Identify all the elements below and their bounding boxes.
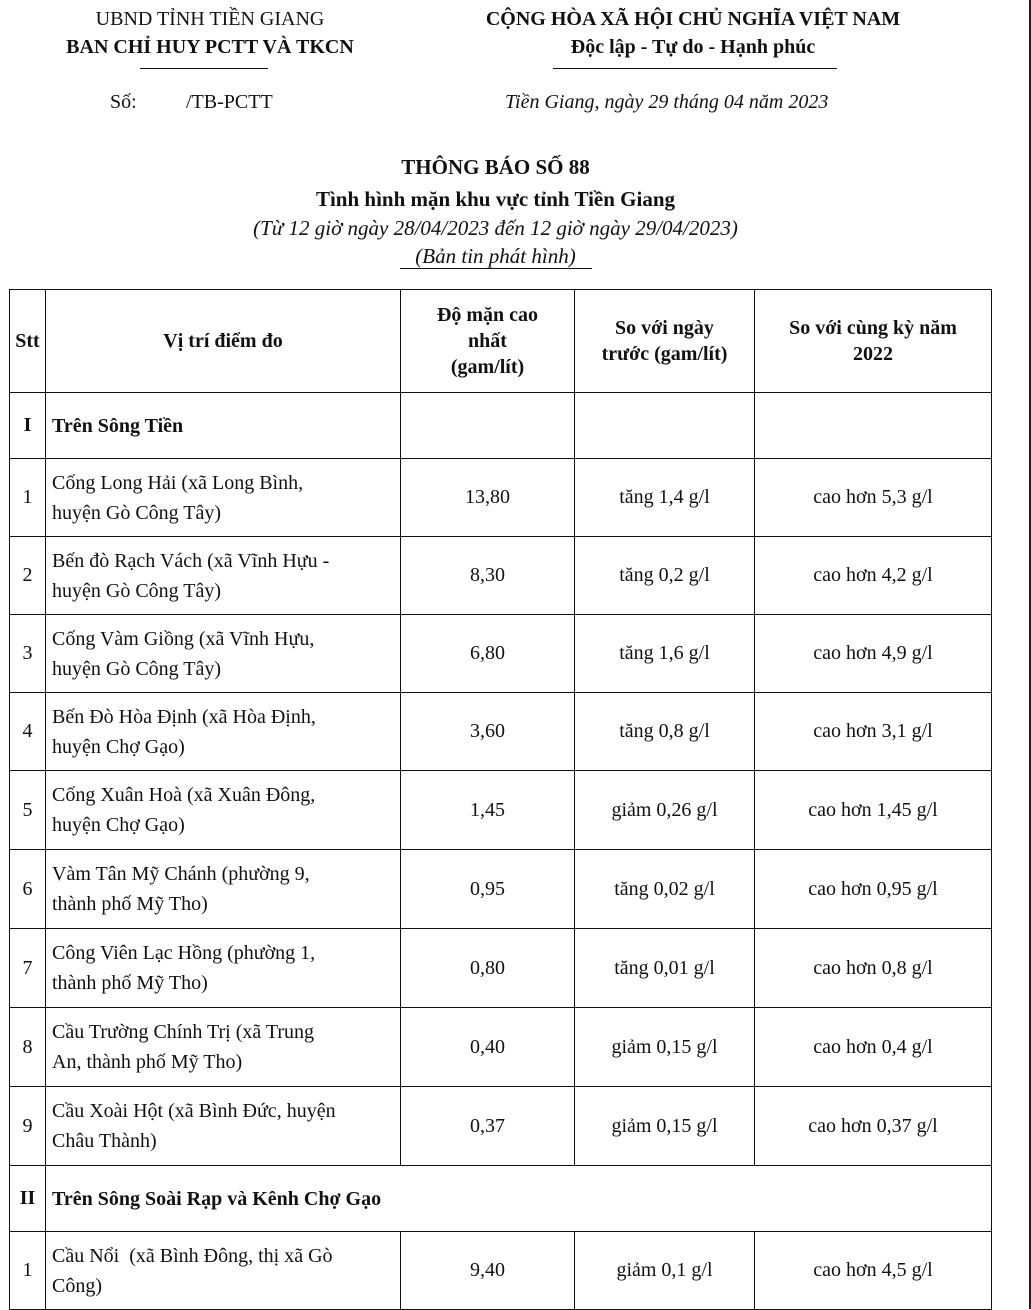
row-salinity: 0,37 <box>401 1087 575 1166</box>
row-same-period: cao hơn 5,3 g/l <box>755 459 992 537</box>
empty-cell <box>401 393 575 459</box>
notice-note: (Bản tin phát hình) <box>415 244 576 268</box>
empty-cell <box>575 393 755 459</box>
row-location <box>46 615 401 693</box>
row-same-period: cao hơn 3,1 g/l <box>755 693 992 771</box>
left-header-rule <box>140 68 268 69</box>
header-salinity-line2: nhất <box>468 330 507 352</box>
row-salinity: 0,95 <box>401 850 575 929</box>
header-salinity <box>401 290 575 393</box>
row-salinity: 3,60 <box>401 693 575 771</box>
row-stt: 2 <box>10 537 46 615</box>
location-line2: huyện Gò Công Tây) <box>52 579 222 602</box>
table-row <box>10 850 992 929</box>
row-prev-day: tăng 1,6 g/l <box>575 615 755 693</box>
location-line1: Bến đò Rạch Vách (xã Vĩnh Hựu - <box>52 549 330 572</box>
row-same-period: cao hơn 0,37 g/l <box>755 1087 992 1166</box>
agency-name: UBND TỈNH TIỀN GIANG <box>95 8 325 30</box>
header-same-period <box>755 290 992 393</box>
header-location: Vị trí điểm đo <box>46 290 401 393</box>
location-line1: Bến Đò Hòa Định (xã Hòa Định, <box>52 705 316 728</box>
row-stt: 1 <box>10 1232 46 1310</box>
section-index: II <box>10 1166 46 1232</box>
table-row <box>10 693 992 771</box>
header-same-period-line2: 2022 <box>853 343 893 365</box>
row-stt: 4 <box>10 693 46 771</box>
row-salinity: 13,80 <box>401 459 575 537</box>
right-header-rule <box>553 68 837 69</box>
row-location <box>46 537 401 615</box>
notice-title: THÔNG BÁO SỐ 88 <box>401 155 590 179</box>
location-line2: huyện Chợ Gạo) <box>52 814 185 836</box>
location-line1: Cầu Trường Chính Trị (xã Trung <box>52 1021 315 1043</box>
row-prev-day: giảm 0,1 g/l <box>575 1232 755 1310</box>
location-line2: thành phố Mỹ Tho) <box>52 893 208 915</box>
row-location <box>46 459 401 537</box>
section-name: Trên Sông Soài Rạp và Kênh Chợ Gạo <box>46 1166 992 1232</box>
location-line1: Cầu Nổi (xã Bình Đông, thị xã Gò <box>52 1244 333 1267</box>
table-row <box>10 771 992 850</box>
table-row <box>10 459 992 537</box>
row-same-period: cao hơn 4,5 g/l <box>755 1232 992 1310</box>
row-salinity: 0,40 <box>401 1008 575 1087</box>
row-prev-day: tăng 0,2 g/l <box>575 537 755 615</box>
location-line2: Châu Thành) <box>52 1130 157 1152</box>
section-index: I <box>10 393 46 459</box>
header-prev-day-line1: So với ngày <box>615 317 714 339</box>
row-salinity: 8,30 <box>401 537 575 615</box>
row-prev-day: giảm 0,26 g/l <box>575 771 755 850</box>
row-prev-day: tăng 0,01 g/l <box>575 929 755 1008</box>
header-same-period-line1: So với cùng kỳ năm <box>789 317 957 339</box>
place-date: Tiền Giang, ngày 29 tháng 04 năm 2023 <box>505 91 829 113</box>
notice-subtitle: Tình hình mặn khu vực tỉnh Tiền Giang <box>315 187 676 211</box>
table-row <box>10 1087 992 1166</box>
empty-cell <box>755 393 992 459</box>
location-line1: Cầu Xoài Hột (xã Bình Đức, huyện <box>52 1100 336 1122</box>
row-stt: 3 <box>10 615 46 693</box>
row-prev-day: tăng 0,02 g/l <box>575 850 755 929</box>
row-location <box>46 693 401 771</box>
doc-number-value: /TB-PCTT <box>186 91 273 113</box>
header-prev-day <box>575 290 755 393</box>
row-same-period: cao hơn 0,95 g/l <box>755 850 992 929</box>
location-line2: huyện Gò Công Tây) <box>52 501 222 524</box>
location-line2: thành phố Mỹ Tho) <box>52 972 208 994</box>
row-salinity: 9,40 <box>401 1232 575 1310</box>
row-stt: 7 <box>10 929 46 1008</box>
table-row <box>10 1232 992 1310</box>
row-same-period: cao hơn 0,4 g/l <box>755 1008 992 1087</box>
row-location <box>46 771 401 850</box>
table-row <box>10 1008 992 1087</box>
agency-unit: BAN CHỈ HUY PCTT VÀ TKCN <box>66 36 354 58</box>
row-salinity: 0,80 <box>401 929 575 1008</box>
row-salinity: 1,45 <box>401 771 575 850</box>
location-line2: huyện Gò Công Tây) <box>52 657 222 680</box>
notice-period: (Từ 12 giờ ngày 28/04/2023 đến 12 giờ ngày 29/04/2023) <box>253 216 738 240</box>
location-line1: Công Viên Lạc Hồng (phường 1, <box>52 942 316 964</box>
location-line1: Cống Xuân Hoà (xã Xuân Đông, <box>52 784 316 806</box>
row-same-period: cao hơn 4,9 g/l <box>755 615 992 693</box>
row-same-period: cao hơn 1,45 g/l <box>755 771 992 850</box>
note-underline <box>400 268 592 269</box>
location-line2: An, thành phố Mỹ Tho) <box>52 1051 243 1073</box>
location-line1: Cống Vàm Giồng (xã Vĩnh Hựu, <box>52 627 315 650</box>
header-prev-day-line2: trước (gam/lít) <box>601 343 728 365</box>
row-stt: 9 <box>10 1087 46 1166</box>
row-location <box>46 1087 401 1166</box>
national-motto: Độc lập - Tự do - Hạnh phúc <box>570 36 816 58</box>
row-same-period: cao hơn 4,2 g/l <box>755 537 992 615</box>
row-prev-day: giảm 0,15 g/l <box>575 1087 755 1166</box>
table-row <box>10 929 992 1008</box>
header-stt: Stt <box>10 290 46 393</box>
row-prev-day: giảm 0,15 g/l <box>575 1008 755 1087</box>
section-row <box>10 393 992 459</box>
location-line2: huyện Chợ Gạo) <box>52 735 185 758</box>
salinity-table <box>9 289 992 1310</box>
row-same-period: cao hơn 0,8 g/l <box>755 929 992 1008</box>
row-stt: 6 <box>10 850 46 929</box>
table-row <box>10 615 992 693</box>
row-location <box>46 850 401 929</box>
row-location <box>46 929 401 1008</box>
row-location <box>46 1008 401 1087</box>
table-header-row <box>10 290 992 393</box>
row-stt: 5 <box>10 771 46 850</box>
header-salinity-line1: Độ mặn cao <box>436 304 539 326</box>
doc-number-label: Số: <box>110 91 137 113</box>
location-line1: Vàm Tân Mỹ Chánh (phường 9, <box>52 863 310 885</box>
row-location <box>46 1232 401 1310</box>
row-prev-day: tăng 0,8 g/l <box>575 693 755 771</box>
location-line1: Cống Long Hải (xã Long Bình, <box>52 471 304 494</box>
section-name: Trên Sông Tiền <box>46 393 401 459</box>
header-salinity-line3: (gam/lít) <box>450 356 525 378</box>
row-prev-day: tăng 1,4 g/l <box>575 459 755 537</box>
row-stt: 8 <box>10 1008 46 1087</box>
location-line2: Công) <box>52 1274 102 1297</box>
row-salinity: 6,80 <box>401 615 575 693</box>
national-title: CỘNG HÒA XÃ HỘI CHỦ NGHĨA VIỆT NAM <box>485 8 901 30</box>
section-row <box>10 1166 992 1232</box>
row-stt: 1 <box>10 459 46 537</box>
table-row <box>10 537 992 615</box>
